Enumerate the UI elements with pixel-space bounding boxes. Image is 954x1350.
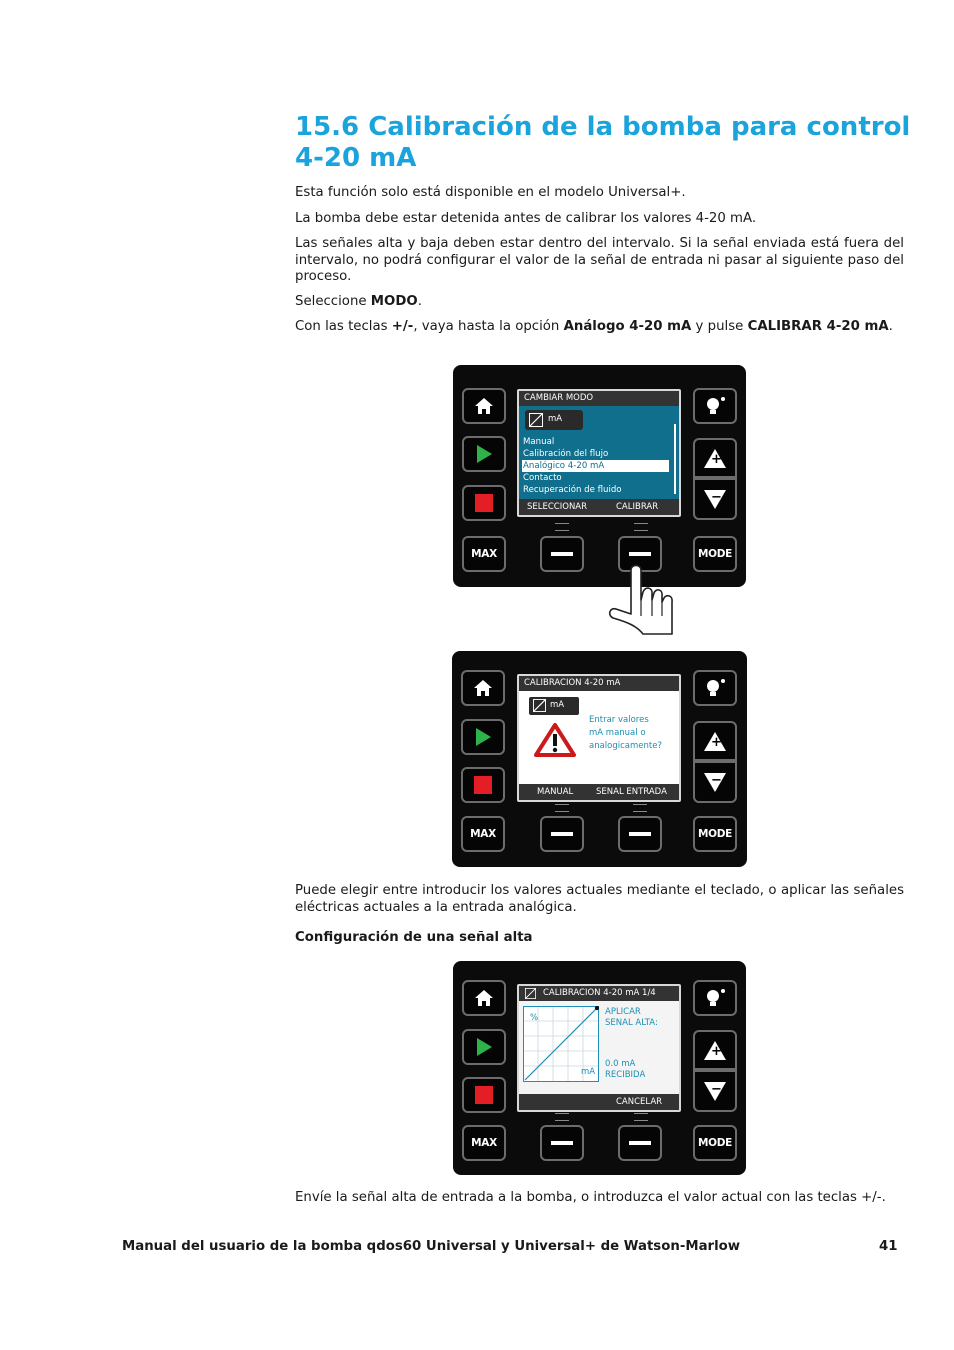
mode-item-fluid-recovery[interactable]: Recuperación de fluido [523, 485, 622, 495]
softkey-label-cancel: CANCELAR [616, 1097, 663, 1107]
section-title [295, 112, 915, 174]
softkey-marker [555, 523, 569, 531]
softkey-label-manual: MANUAL [537, 787, 574, 797]
analog-icon [533, 699, 546, 712]
info-light-icon [704, 396, 726, 416]
plus-icon: + [704, 732, 726, 751]
analog-icon [525, 988, 536, 999]
graph-x-label: mA [581, 1067, 596, 1077]
stop-icon [475, 1086, 493, 1104]
light-button[interactable] [693, 980, 737, 1016]
softkey-right-button[interactable] [618, 816, 662, 852]
stop-button[interactable] [462, 1077, 506, 1113]
analog-icon [529, 413, 543, 427]
section-title-line1: 15.6 Calibración de la bomba para control [295, 112, 911, 142]
max-button[interactable]: MAX [461, 816, 505, 852]
home-icon [473, 679, 493, 697]
run-button[interactable] [462, 1029, 506, 1065]
play-icon [474, 727, 492, 747]
paragraph-navigate: Con las teclas +/-, vaya hasta la opción Análogo 4-20 mA y pulse CALIBRAR 4-20 mA. [295, 319, 893, 334]
play-icon [475, 444, 493, 464]
minus-icon: − [704, 490, 726, 509]
mode-item-flow-calibration[interactable]: Calibración del flujo [523, 449, 609, 459]
paragraph-select-mode: Seleccione MODO. [295, 294, 422, 309]
warning-icon [533, 722, 577, 758]
minus-button[interactable] [693, 1070, 737, 1112]
calibration-question: Entrar valores mA manual o analogicamente? [589, 715, 662, 751]
page-number: 41 [879, 1239, 898, 1254]
home-button[interactable] [462, 980, 506, 1016]
lcd-screen-high-signal [517, 984, 681, 1112]
minus-button[interactable] [693, 761, 737, 803]
minus-icon: − [704, 1082, 726, 1101]
mode-item-contact[interactable]: Contacto [523, 473, 562, 483]
paragraph-stop-pump: La bomba debe estar detenida antes de calibrar los valores 4-20 mA. [295, 211, 757, 226]
play-icon [475, 1037, 493, 1057]
lcd-screen-calibration-choice [517, 674, 681, 802]
pump-keypad-panel-1 [453, 365, 746, 587]
plus-button[interactable] [693, 438, 737, 478]
minus-button[interactable] [693, 478, 737, 520]
run-button[interactable] [462, 436, 506, 472]
received-value-text: 0.0 mA RECIBIDA [605, 1059, 646, 1080]
scrollbar[interactable] [674, 424, 676, 494]
paragraph-input-options: Puede elegir entre introducir los valores actuales mediante el teclado, o aplicar las señales eléctricas actuales a la entrada analógica. [295, 883, 904, 915]
mode-item-manual[interactable]: Manual [523, 437, 555, 447]
mode-button[interactable]: MODE [693, 1125, 737, 1161]
softkey-left-button[interactable] [540, 1125, 584, 1161]
screen-title: CALIBRACION 4-20 mA [519, 676, 679, 691]
mode-badge: mA [525, 410, 583, 430]
section-title-line2: 4-20 mA [295, 143, 417, 173]
softkey-label-input-signal: SENAL ENTRADA [596, 787, 667, 797]
softkey-marker [555, 804, 569, 812]
home-icon [474, 397, 494, 415]
pump-keypad-panel-3 [453, 961, 746, 1175]
softkey-labels [519, 784, 679, 800]
screen-title: CALIBRACION 4-20 mA 1/4 [519, 986, 679, 1001]
softkey-label-calibrate: CALIBRAR [616, 502, 659, 512]
softkey-right-button[interactable] [618, 1125, 662, 1161]
plus-icon: + [704, 449, 726, 468]
stop-icon [475, 494, 493, 512]
softkey-marker [555, 1113, 569, 1121]
softkey-label-select: SELECCIONAR [527, 502, 588, 512]
softkey-marker [633, 804, 647, 812]
mode-item-analog-selected[interactable]: Analógico 4-20 mA [522, 460, 669, 472]
max-button[interactable]: MAX [462, 1125, 506, 1161]
info-light-icon [704, 678, 726, 698]
mode-button[interactable]: MODE [693, 816, 737, 852]
home-button[interactable] [461, 670, 505, 706]
softkey-left-button[interactable] [540, 816, 584, 852]
pump-keypad-panel-2 [452, 651, 747, 867]
lcd-screen-change-mode [517, 389, 681, 517]
sub-heading-high-signal: Configuración de una señal alta [295, 930, 533, 945]
mode-button[interactable]: MODE [693, 536, 737, 572]
softkey-labels [519, 499, 679, 515]
graph-y-label: % [530, 1013, 539, 1023]
pointing-hand-icon [603, 560, 693, 635]
paragraph-send-signal: Envíe la señal alta de entrada a la bomba, o introduzca el valor actual con las teclas +/-. [295, 1190, 886, 1205]
screen-title: CAMBIAR MODO [519, 391, 679, 406]
light-button[interactable] [693, 670, 737, 706]
minus-icon: − [704, 773, 726, 792]
stop-button[interactable] [462, 485, 506, 521]
stop-icon [474, 776, 492, 794]
mode-badge: mA [529, 697, 579, 715]
softkey-left-button[interactable] [540, 536, 584, 572]
plus-button[interactable] [693, 1030, 737, 1070]
paragraph-signal-range: Las señales alta y baja deben estar dentro del intervalo. Si la señal enviada está fuera del intervalo, no podrá configurar el valor de la señal de entrada ni pasar al siguiente paso del proceso. [295, 236, 904, 284]
paragraph-availability: Esta función solo está disponible en el modelo Universal+. [295, 185, 686, 200]
plus-icon: + [704, 1041, 726, 1060]
softkey-marker [634, 1113, 648, 1121]
light-button[interactable] [693, 388, 737, 424]
info-light-icon [704, 988, 726, 1008]
home-icon [474, 989, 494, 1007]
stop-button[interactable] [461, 767, 505, 803]
max-button[interactable]: MAX [462, 536, 506, 572]
plus-button[interactable] [693, 721, 737, 761]
apply-high-signal-text: APLICAR SENAL ALTA: [605, 1007, 658, 1028]
home-button[interactable] [462, 388, 506, 424]
softkey-marker [634, 523, 648, 531]
footer-title: Manual del usuario de la bomba qdos60 Universal y Universal+ de Watson-Marlow [122, 1239, 741, 1254]
run-button[interactable] [461, 719, 505, 755]
softkey-labels [519, 1094, 679, 1110]
